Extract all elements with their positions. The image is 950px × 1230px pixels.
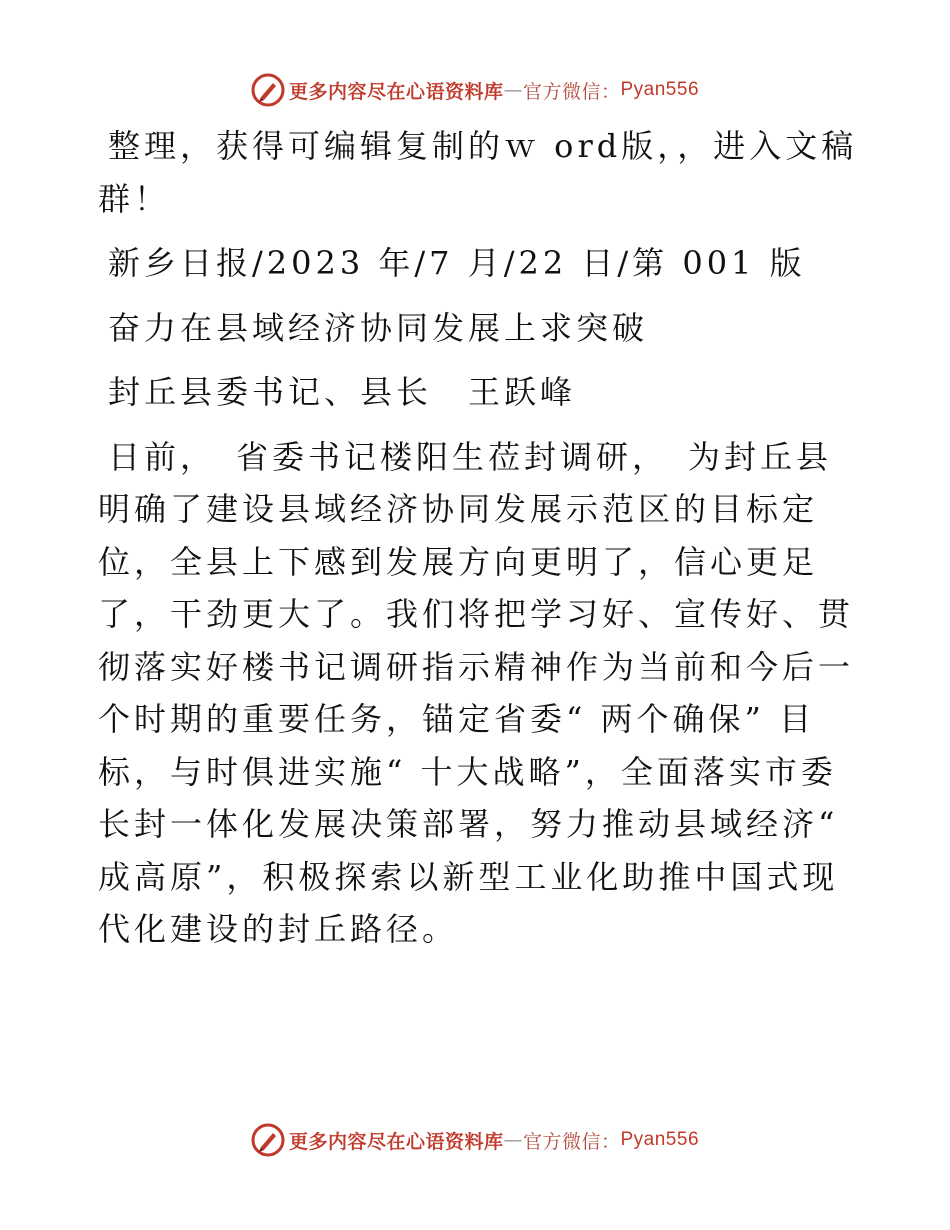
document-body [98, 120, 858, 956]
watermark-separator: — [503, 79, 523, 101]
watermark-wechat-label: 官方微信： [522, 80, 621, 103]
watermark-site-name: 更多内容尽在心语资料库 [288, 1130, 504, 1153]
article-author: 封丘县委书记、县长 王跃峰 [108, 373, 577, 411]
dateline: 新乡日报/2023 年/7 月/22 日/第 001 版 [108, 244, 806, 282]
article-title: 奋力在县域经济协同发展上求突破 [108, 308, 649, 347]
watermark-wechat-id: Pyan556 [620, 79, 700, 100]
intro-text: 整理，获得可编辑复制的ｗ ord版，，进入文稿群！ [98, 127, 858, 218]
article-paragraph: 日前， 省委书记楼阳生莅封调研， 为封丘县明确了建设县域经济协同发展示范区的目标定位，全县上下感到发展方向更明了，信心更足了，干劲更大了。我们将把学习好、宣传好、贯彻落实好楼书记调研指示精神作为当前和今后一个时期的重要任务，锚定省委“ 两个确保” 目标，与时俱进实施“ 十大战略”，全面落实市委长封一体化发展决策部署，努力推动县域经济“ 成高原”，积极探索以新型工业化助推中国式现代化建设的封丘路径。 [98, 437, 855, 948]
watermark-wechat-id: Pyan556 [620, 1129, 700, 1150]
watermark-separator: — [503, 1129, 523, 1151]
pen-logo-icon [251, 73, 285, 107]
watermark-wechat-label: 官方微信： [522, 1130, 621, 1153]
watermark-site-name: 更多内容尽在心语资料库 [288, 80, 504, 103]
header-watermark [0, 70, 950, 110]
footer-watermark [0, 1120, 950, 1160]
pen-logo-icon [251, 1123, 285, 1157]
